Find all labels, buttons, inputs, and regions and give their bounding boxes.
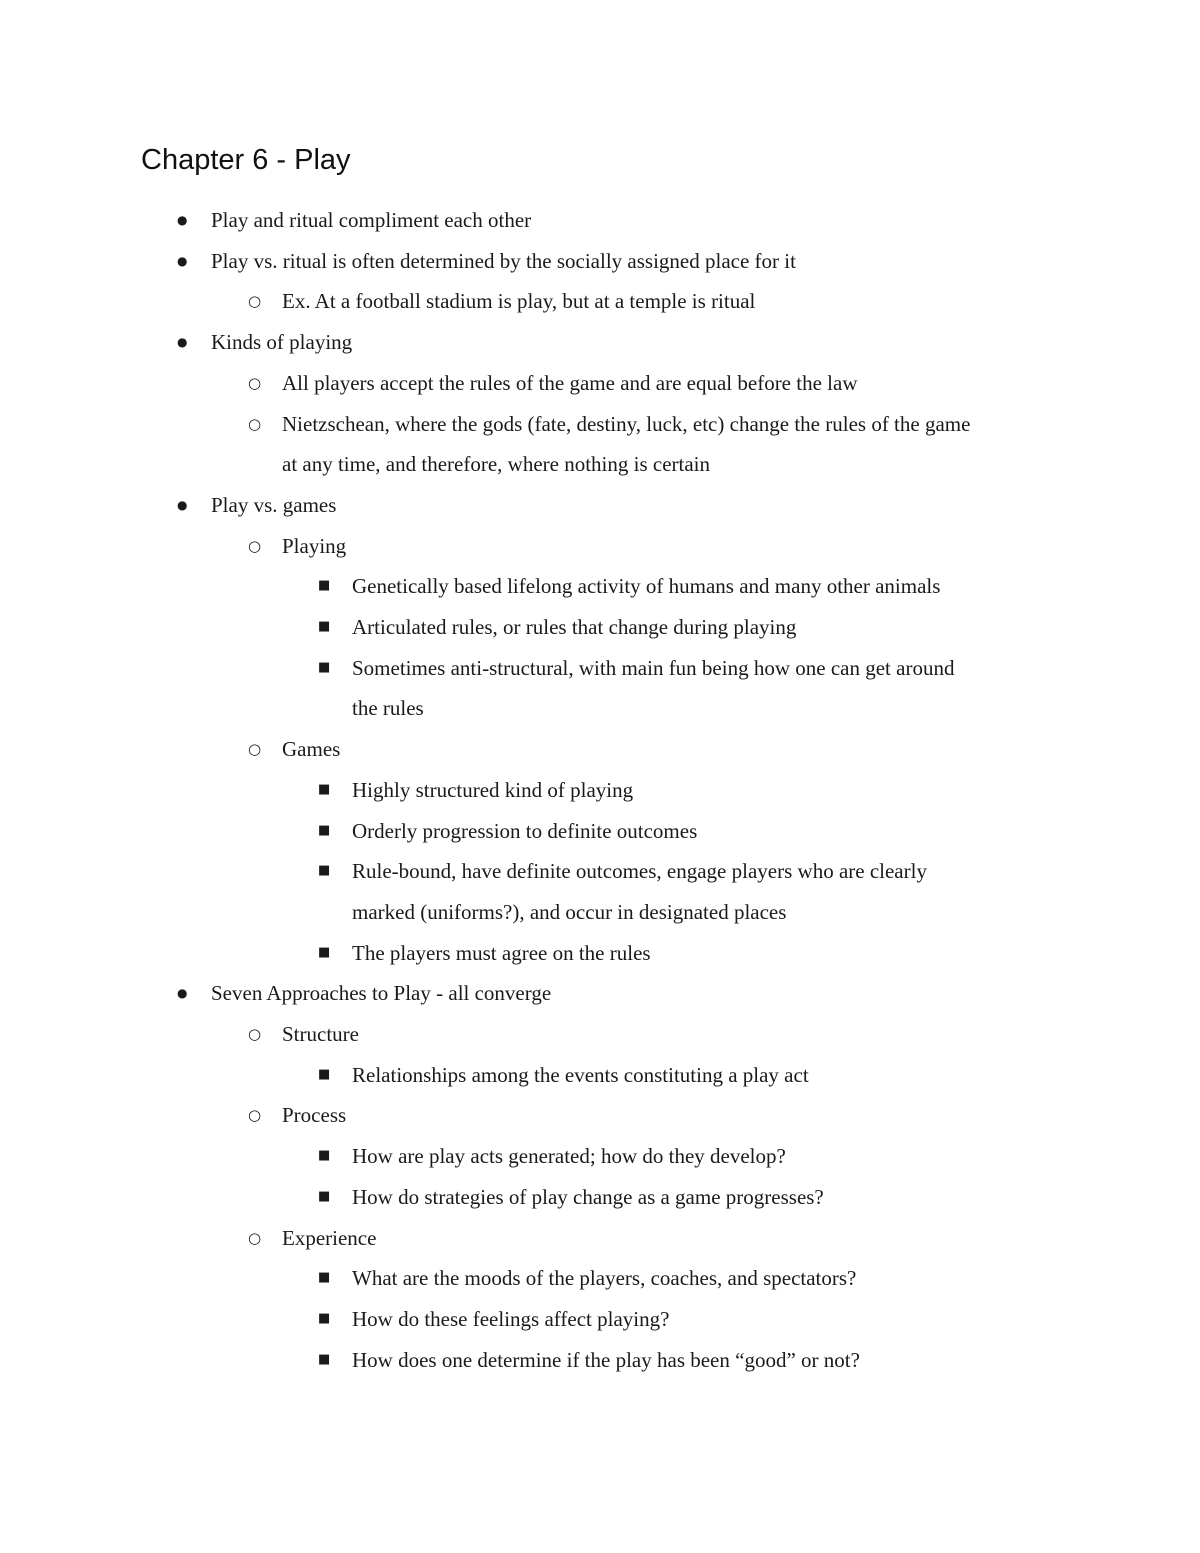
list-item-level-2: Games [282, 737, 341, 762]
list-item-level-2: Process [282, 1103, 347, 1128]
list-item-level-3: Orderly progression to definite outcomes [352, 818, 698, 843]
list-item-level-3: The players must agree on the rules [352, 940, 651, 965]
list-item-level-1: Play vs. ritual is often determined by the socially assigned place for it [211, 248, 796, 273]
list-item-level-3: How are play acts generated; how do they develop? [352, 1144, 786, 1169]
bullet-level-2-icon: ○ [248, 373, 262, 392]
bullet-level-2-icon: ○ [248, 536, 262, 555]
list-item-level-3: Articulated rules, or rules that change during playing [352, 615, 797, 639]
bullet-level-2-icon: ○ [248, 414, 262, 433]
list-item-level-1: Play and ritual compliment each other [211, 208, 532, 232]
bullet-level-2-icon: ○ [248, 1025, 262, 1043]
bullet-level-2-icon: ○ [248, 740, 262, 759]
list-item-level-3: Highly structured kind of playing [352, 777, 634, 802]
bullet-level-1-icon: ● [177, 253, 188, 268]
list-item-level-3: Genetically based lifelong activity of humans and many other animals [352, 574, 941, 599]
bullet-level-3-icon: ■ [318, 1066, 331, 1082]
list-item-level-2: Structure [282, 1022, 359, 1046]
bullet-level-3-icon: ■ [318, 578, 331, 594]
bullet-level-3-icon: ■ [318, 822, 331, 838]
list-item-level-3: Rule-bound, have definite outcomes, engage players who are clearly [352, 859, 927, 884]
list-item-level-3: Sometimes anti-structural, with main fun being how one can get around [352, 655, 955, 680]
list-item-level-3: How do these feelings affect playing? [352, 1306, 670, 1331]
bullet-level-1-icon: ● [177, 213, 188, 227]
bullet-level-3-icon: ■ [318, 1310, 331, 1326]
bullet-level-3-icon: ■ [318, 1148, 331, 1164]
list-item-level-3: How do strategies of play change as a game progresses? [352, 1184, 824, 1209]
list-item-level-2: Experience [282, 1225, 377, 1250]
list-item-level-2: Ex. At a football stadium is play, but at a temple is ritual [282, 289, 756, 314]
list-item-level-2: Playing [282, 533, 347, 558]
bullet-level-1-icon: ● [177, 497, 188, 512]
bullet-level-1-icon: ● [177, 986, 188, 1001]
list-item-continuation: the rules [352, 696, 424, 721]
bullet-level-3-icon: ■ [318, 944, 331, 960]
bullet-level-3-icon: ■ [318, 863, 331, 879]
bullet-level-2-icon: ○ [248, 1228, 262, 1247]
bullet-level-3-icon: ■ [318, 781, 331, 797]
bullet-level-3-icon: ■ [318, 1351, 331, 1367]
bullet-level-3-icon: ■ [318, 659, 331, 675]
bullet-level-3-icon: ■ [318, 619, 331, 634]
bullet-level-2-icon: ○ [248, 1106, 262, 1125]
list-item-level-1: Play vs. games [211, 492, 337, 517]
page-title: Chapter 6 - Play [141, 144, 351, 176]
list-item-continuation: at any time, and therefore, where nothing is certain [282, 452, 710, 477]
bullet-level-2-icon: ○ [248, 292, 262, 311]
list-item-continuation: marked (uniforms?), and occur in designated places [352, 899, 787, 924]
list-item-level-3: How does one determine if the play has been “good” or not? [352, 1347, 860, 1372]
bullet-level-1-icon: ● [177, 335, 188, 350]
list-item-level-1: Seven Approaches to Play - all converge [211, 981, 552, 1006]
list-item-level-2: Nietzschean, where the gods (fate, destiny, luck, etc) change the rules of the game [282, 411, 971, 436]
list-item-level-3: What are the moods of the players, coaches, and spectators? [352, 1266, 857, 1291]
list-item-level-3: Relationships among the events constituting a play act [352, 1062, 809, 1087]
list-item-level-1: Kinds of playing [211, 330, 353, 355]
bullet-level-3-icon: ■ [318, 1270, 331, 1286]
list-item-level-2: All players accept the rules of the game and are equal before the law [282, 370, 858, 395]
bullet-level-3-icon: ■ [318, 1188, 331, 1204]
